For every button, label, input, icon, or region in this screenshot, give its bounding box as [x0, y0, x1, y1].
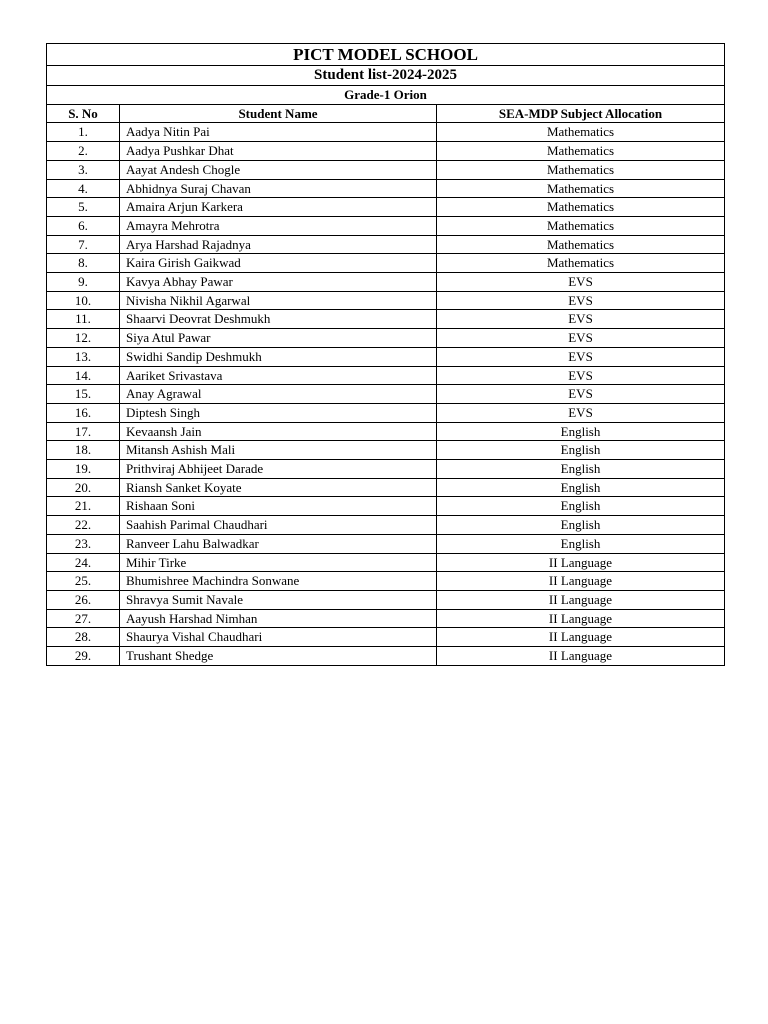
student-sno: 6.	[47, 216, 120, 235]
student-name: Shaarvi Deovrat Deshmukh	[120, 310, 437, 329]
table-row	[47, 235, 725, 254]
student-subject: II Language	[437, 553, 725, 572]
student-subject: Mathematics	[437, 160, 725, 179]
student-subject: II Language	[437, 590, 725, 609]
table-row	[47, 553, 725, 572]
student-name: Diptesh Singh	[120, 403, 437, 422]
student-name: Mitansh Ashish Mali	[120, 441, 437, 460]
student-subject: Mathematics	[437, 254, 725, 273]
student-name: Amayra Mehrotra	[120, 216, 437, 235]
student-subject: Mathematics	[437, 142, 725, 161]
student-name: Ranveer Lahu Balwadkar	[120, 534, 437, 553]
student-sno: 8.	[47, 254, 120, 273]
student-subject: Mathematics	[437, 179, 725, 198]
table-row	[47, 628, 725, 647]
column-header-subject: SEA-MDP Subject Allocation	[437, 104, 725, 123]
student-name: Nivisha Nikhil Agarwal	[120, 291, 437, 310]
student-sno: 21.	[47, 497, 120, 516]
table-row	[47, 385, 725, 404]
student-subject: English	[437, 516, 725, 535]
table-row	[47, 160, 725, 179]
table-row	[47, 572, 725, 591]
student-sno: 12.	[47, 329, 120, 348]
student-subject: EVS	[437, 385, 725, 404]
student-sno: 15.	[47, 385, 120, 404]
table-row	[47, 179, 725, 198]
student-subject: Mathematics	[437, 216, 725, 235]
student-name: Aadya Pushkar Dhat	[120, 142, 437, 161]
table-row	[47, 216, 725, 235]
student-sno: 13.	[47, 347, 120, 366]
table-row	[47, 590, 725, 609]
table-row	[47, 291, 725, 310]
student-subject: English	[437, 478, 725, 497]
student-sno: 26.	[47, 590, 120, 609]
table-row	[47, 403, 725, 422]
table-row	[47, 534, 725, 553]
student-sno: 5.	[47, 198, 120, 217]
student-subject: English	[437, 460, 725, 479]
column-header-name: Student Name	[120, 104, 437, 123]
column-header-sno: S. No	[47, 104, 120, 123]
student-subject: Mathematics	[437, 198, 725, 217]
student-sno: 23.	[47, 534, 120, 553]
student-name: Aariket Srivastava	[120, 366, 437, 385]
student-name: Aayush Harshad Nimhan	[120, 609, 437, 628]
student-subject: EVS	[437, 366, 725, 385]
table-row	[47, 516, 725, 535]
student-subject: II Language	[437, 572, 725, 591]
student-sno: 18.	[47, 441, 120, 460]
student-subject: EVS	[437, 273, 725, 292]
school-name-row	[47, 44, 725, 66]
student-name: Kaira Girish Gaikwad	[120, 254, 437, 273]
grade-label: Grade-1 Orion	[47, 86, 725, 105]
student-name: Rishaan Soni	[120, 497, 437, 516]
table-row	[47, 123, 725, 142]
table-row	[47, 497, 725, 516]
table-row	[47, 422, 725, 441]
table-row	[47, 329, 725, 348]
student-name: Trushant Shedge	[120, 647, 437, 666]
student-sno: 17.	[47, 422, 120, 441]
table-row	[47, 609, 725, 628]
list-title-row	[47, 66, 725, 86]
student-sno: 14.	[47, 366, 120, 385]
student-sno: 11.	[47, 310, 120, 329]
student-subject: English	[437, 422, 725, 441]
student-subject: Mathematics	[437, 235, 725, 254]
student-subject: II Language	[437, 647, 725, 666]
student-name: Mihir Tirke	[120, 553, 437, 572]
table-row	[47, 310, 725, 329]
student-sno: 1.	[47, 123, 120, 142]
table-row	[47, 478, 725, 497]
column-header-row	[47, 104, 725, 123]
student-name: Arya Harshad Rajadnya	[120, 235, 437, 254]
student-sno: 25.	[47, 572, 120, 591]
student-name: Saahish Parimal Chaudhari	[120, 516, 437, 535]
student-name: Aayat Andesh Chogle	[120, 160, 437, 179]
student-name: Kavya Abhay Pawar	[120, 273, 437, 292]
table-row	[47, 366, 725, 385]
student-subject: II Language	[437, 628, 725, 647]
student-subject: EVS	[437, 347, 725, 366]
student-name: Riansh Sanket Koyate	[120, 478, 437, 497]
student-sno: 20.	[47, 478, 120, 497]
school-name: PICT MODEL SCHOOL	[47, 44, 725, 66]
student-subject: Mathematics	[437, 123, 725, 142]
student-sno: 7.	[47, 235, 120, 254]
student-name: Prithviraj Abhijeet Darade	[120, 460, 437, 479]
table-row	[47, 198, 725, 217]
table-row	[47, 441, 725, 460]
table-row	[47, 254, 725, 273]
table-row	[47, 347, 725, 366]
list-title: Student list-2024-2025	[47, 66, 725, 86]
student-name: Swidhi Sandip Deshmukh	[120, 347, 437, 366]
student-subject: EVS	[437, 310, 725, 329]
student-subject: EVS	[437, 291, 725, 310]
student-name: Shravya Sumit Navale	[120, 590, 437, 609]
student-subject: English	[437, 497, 725, 516]
student-sno: 27.	[47, 609, 120, 628]
student-sno: 24.	[47, 553, 120, 572]
student-name: Bhumishree Machindra Sonwane	[120, 572, 437, 591]
student-name: Kevaansh Jain	[120, 422, 437, 441]
student-sno: 2.	[47, 142, 120, 161]
student-subject: EVS	[437, 403, 725, 422]
student-rows	[47, 123, 725, 665]
student-sno: 19.	[47, 460, 120, 479]
student-name: Anay Agrawal	[120, 385, 437, 404]
student-sno: 3.	[47, 160, 120, 179]
table-row	[47, 460, 725, 479]
student-sno: 10.	[47, 291, 120, 310]
student-subject: EVS	[437, 329, 725, 348]
student-subject: English	[437, 441, 725, 460]
student-name: Shaurya Vishal Chaudhari	[120, 628, 437, 647]
student-name: Siya Atul Pawar	[120, 329, 437, 348]
student-name: Aadya Nitin Pai	[120, 123, 437, 142]
grade-row	[47, 86, 725, 105]
student-sno: 4.	[47, 179, 120, 198]
student-subject: English	[437, 534, 725, 553]
table-row	[47, 647, 725, 666]
student-sno: 9.	[47, 273, 120, 292]
student-sno: 29.	[47, 647, 120, 666]
student-sno: 22.	[47, 516, 120, 535]
student-name: Amaira Arjun Karkera	[120, 198, 437, 217]
table-row	[47, 142, 725, 161]
student-subject: II Language	[437, 609, 725, 628]
student-name: Abhidnya Suraj Chavan	[120, 179, 437, 198]
student-sno: 16.	[47, 403, 120, 422]
student-sno: 28.	[47, 628, 120, 647]
student-list-table	[46, 43, 725, 666]
table-row	[47, 273, 725, 292]
